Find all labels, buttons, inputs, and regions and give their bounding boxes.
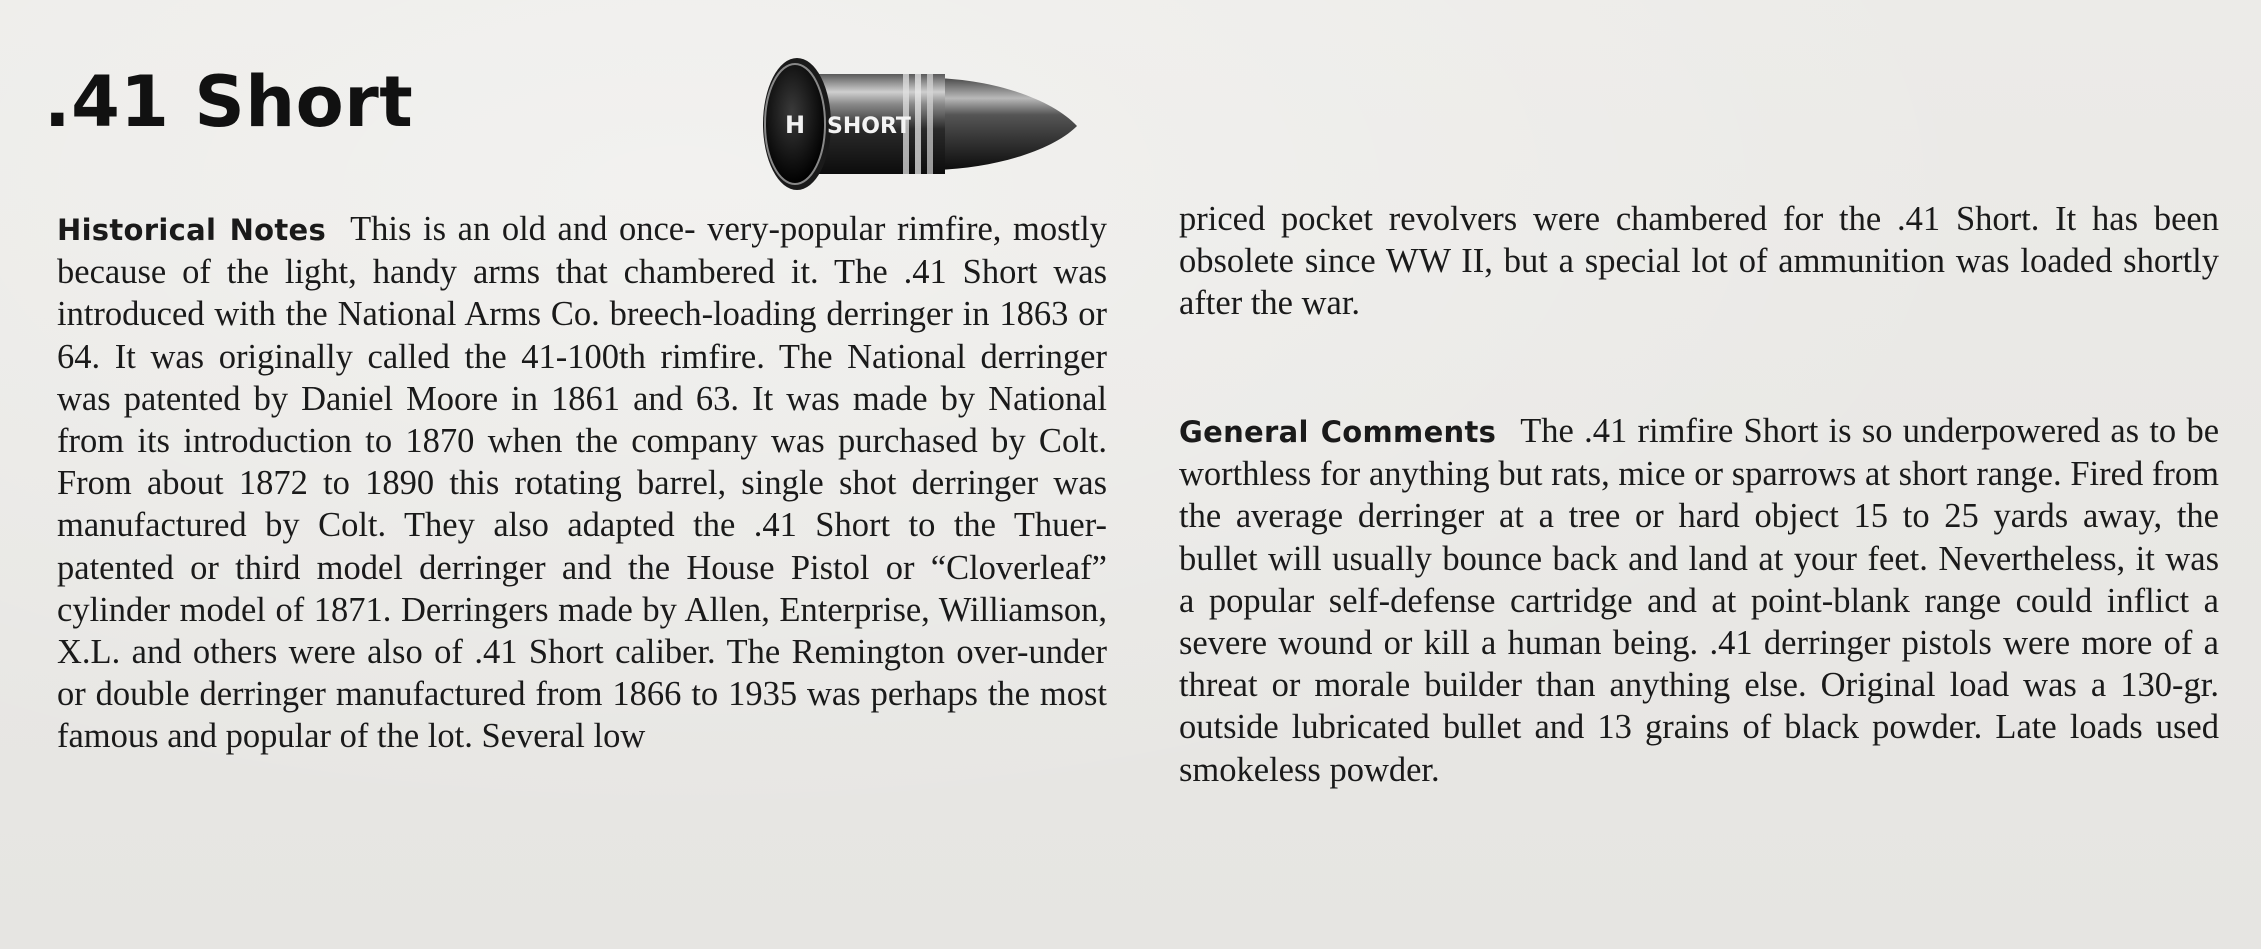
cartridge-label: SHORT	[827, 114, 911, 139]
historical-notes-paragraph	[57, 208, 1107, 758]
general-comments-column	[1179, 410, 2219, 791]
general-comments-paragraph	[1179, 410, 2219, 791]
historical-notes-continued	[1179, 198, 2219, 325]
historical-notes-continued-text: priced pocket revolvers were chambered for the .41 Short. It has been obsolete since WW II, but a special lot of ammunition was loaded shortly after the war.	[1179, 200, 2219, 323]
cartridge-headstamp: H	[785, 111, 806, 139]
general-comments-heading: General Comments	[1179, 415, 1497, 449]
page-title: .41 Short	[44, 61, 414, 143]
historical-notes-text: This is an old and once- very-popular rimfire, mostly because of the light, handy arms that chambered it. The .41 Short was introduced with the National Arms Co. breech-loading derringer in 1863 or 64. It was originally called the 41-100th rimfire. The National derringer was patented by Daniel Moore in 1861 and 63. It was made by National from its introduction to 1870 when the company was purchased by Colt. From about 1872 to 1890 this rotating barrel, single shot derringer was manufactured by Colt. They also adapted the .41 Short to the Thuer-patented or third model derringer and the House Pistol or “Cloverleaf” cylinder model of 1871. Derringers made by Allen, Enterprise, Williamson, X.L. and others were also of .41 Short caliber. The Remington over-under or double derringer manufactured from 1866 to 1935 was perhaps the most famous and popular of the lot. Several low	[57, 210, 1107, 756]
cartridge-illustration	[735, 30, 1095, 210]
historical-notes-heading: Historical Notes	[57, 213, 327, 247]
general-comments-text: The .41 rimfire Short is so underpowered as to be worthless for anything but rats, mice or sparrows at short range. Fired from the average derringer at a tree or hard object 15 to 25 yards away, the bullet will usually bounce back and land at your feet. Nevertheless, it was a popular self-defense cartridge and at point-blank range could inflict a severe wound or kill a human being. .41 derringer pistols were more of a threat or morale builder than anything else. Original load was a 130-gr. outside lubricated bullet and 13 grains of black powder. Late loads used smokeless powder.	[1179, 412, 2220, 789]
cartridge-icon	[735, 30, 1095, 210]
historical-notes-column	[57, 208, 1107, 758]
